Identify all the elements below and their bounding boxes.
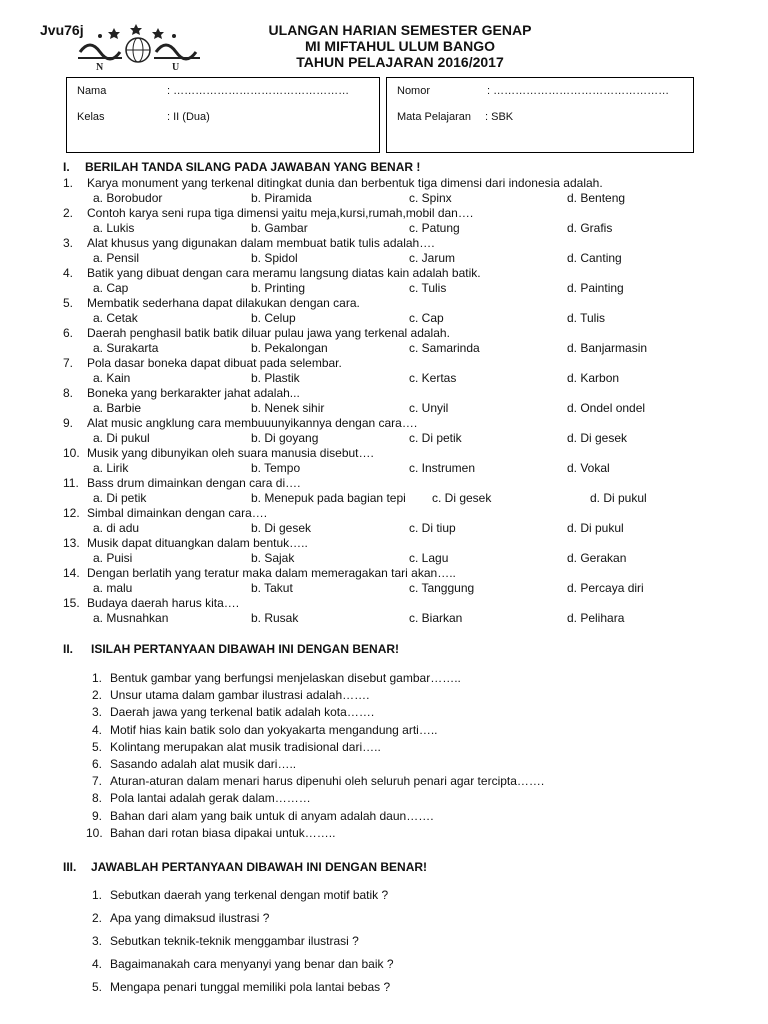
answer-options xyxy=(0,371,768,386)
question-number: 12. xyxy=(63,506,80,520)
option-a[interactable]: a. Surakarta xyxy=(93,341,159,355)
question-number: 5. xyxy=(91,739,102,754)
question-number: 1. xyxy=(63,176,74,190)
question-text: Budaya daerah harus kita…. xyxy=(87,596,240,610)
option-c[interactable]: c. Tulis xyxy=(409,281,447,295)
option-d[interactable]: d. Gerakan xyxy=(567,551,627,565)
question-number: 8. xyxy=(63,386,74,400)
option-c[interactable]: c. Spinx xyxy=(409,191,452,205)
question-text: Simbal dimainkan dengan cara…. xyxy=(87,506,268,520)
question-text: Boneka yang berkarakter jahat adalah... xyxy=(87,386,300,400)
answer-options xyxy=(0,611,768,626)
question-text: Musik dapat dituangkan dalam bentuk….. xyxy=(87,536,308,550)
kelas-label: Kelas xyxy=(77,111,105,123)
option-a[interactable]: a. Lukis xyxy=(93,221,135,235)
question-number: 2. xyxy=(91,911,102,925)
option-c[interactable]: c. Di gesek xyxy=(432,491,492,505)
option-b[interactable]: b. Menepuk pada bagian tepi xyxy=(251,491,406,505)
option-b[interactable]: b. Celup xyxy=(251,311,296,325)
answer-options xyxy=(0,311,768,326)
option-c[interactable]: c. Di petik xyxy=(409,431,462,445)
question-number: 4. xyxy=(91,957,102,971)
option-b[interactable]: b. Tempo xyxy=(251,461,301,475)
answer-options xyxy=(0,551,768,566)
option-d[interactable]: d. Percaya diri xyxy=(567,581,644,595)
question-text: Karya monument yang terkenal ditingkat dunia dan berbentuk tiga dimensi dari indonesia adalah. xyxy=(87,176,603,190)
option-c[interactable]: c. Samarinda xyxy=(409,341,480,355)
question-number: 13. xyxy=(63,536,80,550)
question-text: Sasando adalah alat musik dari….. xyxy=(110,757,297,771)
answer-options xyxy=(0,401,768,416)
section-title: ISILAH PERTANYAAN DIBAWAH INI DENGAN BENAR! xyxy=(91,642,400,656)
question-number: 1. xyxy=(91,888,102,902)
question-text: Bahan dari rotan biasa dipakai untuk…….. xyxy=(110,825,336,840)
option-a[interactable]: a. di adu xyxy=(93,521,140,535)
option-c[interactable]: c. Jarum xyxy=(409,251,456,265)
option-a[interactable]: a. Cap xyxy=(93,281,129,295)
exam-identity-box xyxy=(386,77,694,153)
option-c[interactable]: c. Cap xyxy=(409,311,444,325)
option-b[interactable]: b. Plastik xyxy=(251,371,300,385)
mapel-value: : SBK xyxy=(485,111,514,123)
option-a[interactable]: a. Cetak xyxy=(93,311,138,325)
option-a[interactable]: a. Di petik xyxy=(93,491,147,505)
option-d[interactable]: d. Pelihara xyxy=(567,611,625,625)
question-number: 3. xyxy=(91,705,102,720)
option-a[interactable]: a. Lirik xyxy=(93,461,129,475)
option-c[interactable]: c. Instrumen xyxy=(409,461,476,475)
question-text: Kolintang merupakan alat musik tradisional dari….. xyxy=(110,739,381,754)
question-text: Sebutkan teknik-teknik menggambar ilustrasi ? xyxy=(110,934,359,948)
answer-options xyxy=(0,281,768,296)
question-text: Mengapa penari tunggal memiliki pola lantai bebas ? xyxy=(110,980,391,994)
question-text: Membatik sederhana dapat dilakukan dengan cara. xyxy=(87,296,360,310)
question-number: 5. xyxy=(91,980,102,994)
option-c[interactable]: c. Patung xyxy=(409,221,460,235)
answer-options xyxy=(0,431,768,446)
option-b[interactable]: b. Takut xyxy=(251,581,293,595)
kelas-value: : II (Dua) xyxy=(167,111,210,123)
option-a[interactable]: a. Di pukul xyxy=(93,431,150,445)
option-b[interactable]: b. Sajak xyxy=(251,551,295,565)
question-text: Bass drum dimainkan dengan cara di…. xyxy=(87,476,301,490)
option-a[interactable]: a. Musnahkan xyxy=(93,611,169,625)
option-d[interactable]: d. Canting xyxy=(567,251,622,265)
option-d[interactable]: d. Benteng xyxy=(567,191,626,205)
answer-options xyxy=(0,221,768,236)
student-identity-box xyxy=(66,77,380,153)
nomor-label: Nomor xyxy=(397,85,431,97)
section-number: III. xyxy=(63,860,77,874)
question-number: 2. xyxy=(91,688,102,703)
option-b[interactable]: b. Piramida xyxy=(251,191,312,205)
question-text: Pola dasar boneka dapat dibuat pada selembar. xyxy=(87,356,342,370)
question-number: 5. xyxy=(63,296,74,310)
exam-title xyxy=(180,22,620,70)
option-d[interactable]: d. Grafis xyxy=(567,221,613,235)
nama-field[interactable]: : ………………………………………… xyxy=(167,85,350,97)
option-b[interactable]: b. Di gesek xyxy=(251,521,312,535)
section-number: II. xyxy=(63,642,74,656)
option-a[interactable]: a. Borobudor xyxy=(93,191,163,205)
question-text: Musik yang dibunyikan oleh suara manusia disebut…. xyxy=(87,446,374,460)
answer-options xyxy=(0,581,768,596)
question-number: 6. xyxy=(91,757,102,771)
answer-options xyxy=(0,491,768,506)
question-text: Unsur utama dalam gambar ilustrasi adalah……. xyxy=(110,688,370,703)
question-text: Alat khusus yang digunakan dalam membuat batik tulis adalah…. xyxy=(87,236,435,250)
question-number: 1. xyxy=(91,671,102,685)
question-number: 10. xyxy=(86,825,103,840)
section-title: JAWABLAH PERTANYAAN DIBAWAH INI DENGAN BENAR! xyxy=(91,860,428,874)
question-text: Bagaimanakah cara menyanyi yang benar dan baik ? xyxy=(110,957,394,971)
option-b[interactable]: b. Printing xyxy=(251,281,306,295)
option-c[interactable]: c. Tanggung xyxy=(409,581,475,595)
option-d[interactable]: d. Karbon xyxy=(567,371,620,385)
option-b[interactable]: b. Rusak xyxy=(251,611,299,625)
option-d[interactable]: d. Di pukul xyxy=(590,491,647,505)
question-number: 10. xyxy=(63,446,80,460)
question-number: 3. xyxy=(63,236,74,250)
title-line: MI MIFTAHUL ULUM BANGO xyxy=(304,38,495,54)
question-text: Batik yang dibuat dengan cara meramu langsung diatas kain adalah batik. xyxy=(87,266,481,280)
question-number: 9. xyxy=(91,808,102,823)
option-c[interactable]: c. Kertas xyxy=(409,371,457,385)
svg-text:N: N xyxy=(96,62,104,72)
question-text: Bentuk gambar yang berfungsi menjelaskan disebut gambar…….. xyxy=(110,671,461,685)
question-text: Contoh karya seni rupa tiga dimensi yaitu meja,kursi,rumah,mobil dan…. xyxy=(87,206,474,220)
question-number: 2. xyxy=(63,206,74,220)
option-c[interactable]: c. Unyil xyxy=(409,401,449,415)
question-number: 7. xyxy=(91,774,102,789)
question-text: Bahan dari alam yang baik untuk di anyam adalah daun……. xyxy=(110,808,434,823)
option-a[interactable]: a. malu xyxy=(93,581,133,595)
question-number: 8. xyxy=(91,791,102,806)
answer-options xyxy=(0,251,768,266)
option-c[interactable]: c. Lagu xyxy=(409,551,449,565)
answer-options xyxy=(0,521,768,536)
question-number: 11. xyxy=(63,476,79,490)
answer-options xyxy=(0,461,768,476)
option-d[interactable]: d. Di pukul xyxy=(567,521,624,535)
option-d[interactable]: d. Banjarmasin xyxy=(567,341,648,355)
question-text: Motif hias kain batik solo dan yokyakarta mengandung arti….. xyxy=(110,722,438,737)
option-a[interactable]: a. Kain xyxy=(93,371,131,385)
question-number: 6. xyxy=(63,326,74,340)
question-text: Apa yang dimaksud ilustrasi ? xyxy=(110,911,270,925)
title-line: ULANGAN HARIAN SEMESTER GENAP xyxy=(268,22,532,38)
option-d[interactable]: d. Ondel ondel xyxy=(567,401,646,415)
option-a[interactable]: a. Puisi xyxy=(93,551,133,565)
answer-options xyxy=(0,341,768,356)
option-a[interactable]: a. Pensil xyxy=(93,251,140,265)
question-text: Pola lantai adalah gerak dalam……… xyxy=(110,791,311,806)
document-code: Jvu76j xyxy=(40,22,84,38)
question-text: Sebutkan daerah yang terkenal dengan motif batik ? xyxy=(110,888,389,902)
option-c[interactable]: c. Di tiup xyxy=(409,521,456,535)
option-d[interactable]: d. Vokal xyxy=(567,461,610,475)
question-number: 7. xyxy=(63,356,74,370)
option-b[interactable]: b. Pekalongan xyxy=(251,341,328,355)
svg-text:U: U xyxy=(172,62,180,72)
option-b[interactable]: b. Di goyang xyxy=(251,431,319,445)
question-number: 15. xyxy=(63,596,80,610)
option-d[interactable]: d. Painting xyxy=(567,281,624,295)
question-text: Daerah penghasil batik batik diluar pulau jawa yang terkenal adalah. xyxy=(87,326,450,340)
nomor-field[interactable]: : ………………………………………… xyxy=(487,85,670,97)
question-number: 14. xyxy=(63,566,80,580)
answer-options xyxy=(0,191,768,206)
option-b[interactable]: b. Nenek sihir xyxy=(251,401,325,415)
nama-label: Nama xyxy=(77,85,107,97)
question-text: Alat music angklung cara membuuunyikannya dengan cara…. xyxy=(87,416,418,430)
option-c[interactable]: c. Biarkan xyxy=(409,611,463,625)
question-number: 3. xyxy=(91,934,102,948)
question-text: Dengan berlatih yang teratur maka dalam memeragakan tari akan….. xyxy=(87,566,456,580)
section-title: BERILAH TANDA SILANG PADA JAWABAN YANG BENAR ! xyxy=(85,160,421,174)
question-text: Aturan-aturan dalam menari harus dipenuhi oleh seluruh penari agar tercipta……. xyxy=(110,774,545,789)
question-number: 4. xyxy=(91,722,102,737)
question-number: 4. xyxy=(63,266,74,280)
question-text: Daerah jawa yang terkenal batik adalah kota……. xyxy=(110,705,375,720)
title-line: TAHUN PELAJARAN 2016/2017 xyxy=(296,54,504,70)
option-d[interactable]: d. Tulis xyxy=(567,311,606,325)
option-b[interactable]: b. Gambar xyxy=(251,221,308,235)
option-a[interactable]: a. Barbie xyxy=(93,401,142,415)
mapel-label: Mata Pelajaran xyxy=(397,111,471,123)
option-d[interactable]: d. Di gesek xyxy=(567,431,628,445)
question-number: 9. xyxy=(63,416,74,430)
option-b[interactable]: b. Spidol xyxy=(251,251,298,265)
section-number: I. xyxy=(63,160,70,174)
